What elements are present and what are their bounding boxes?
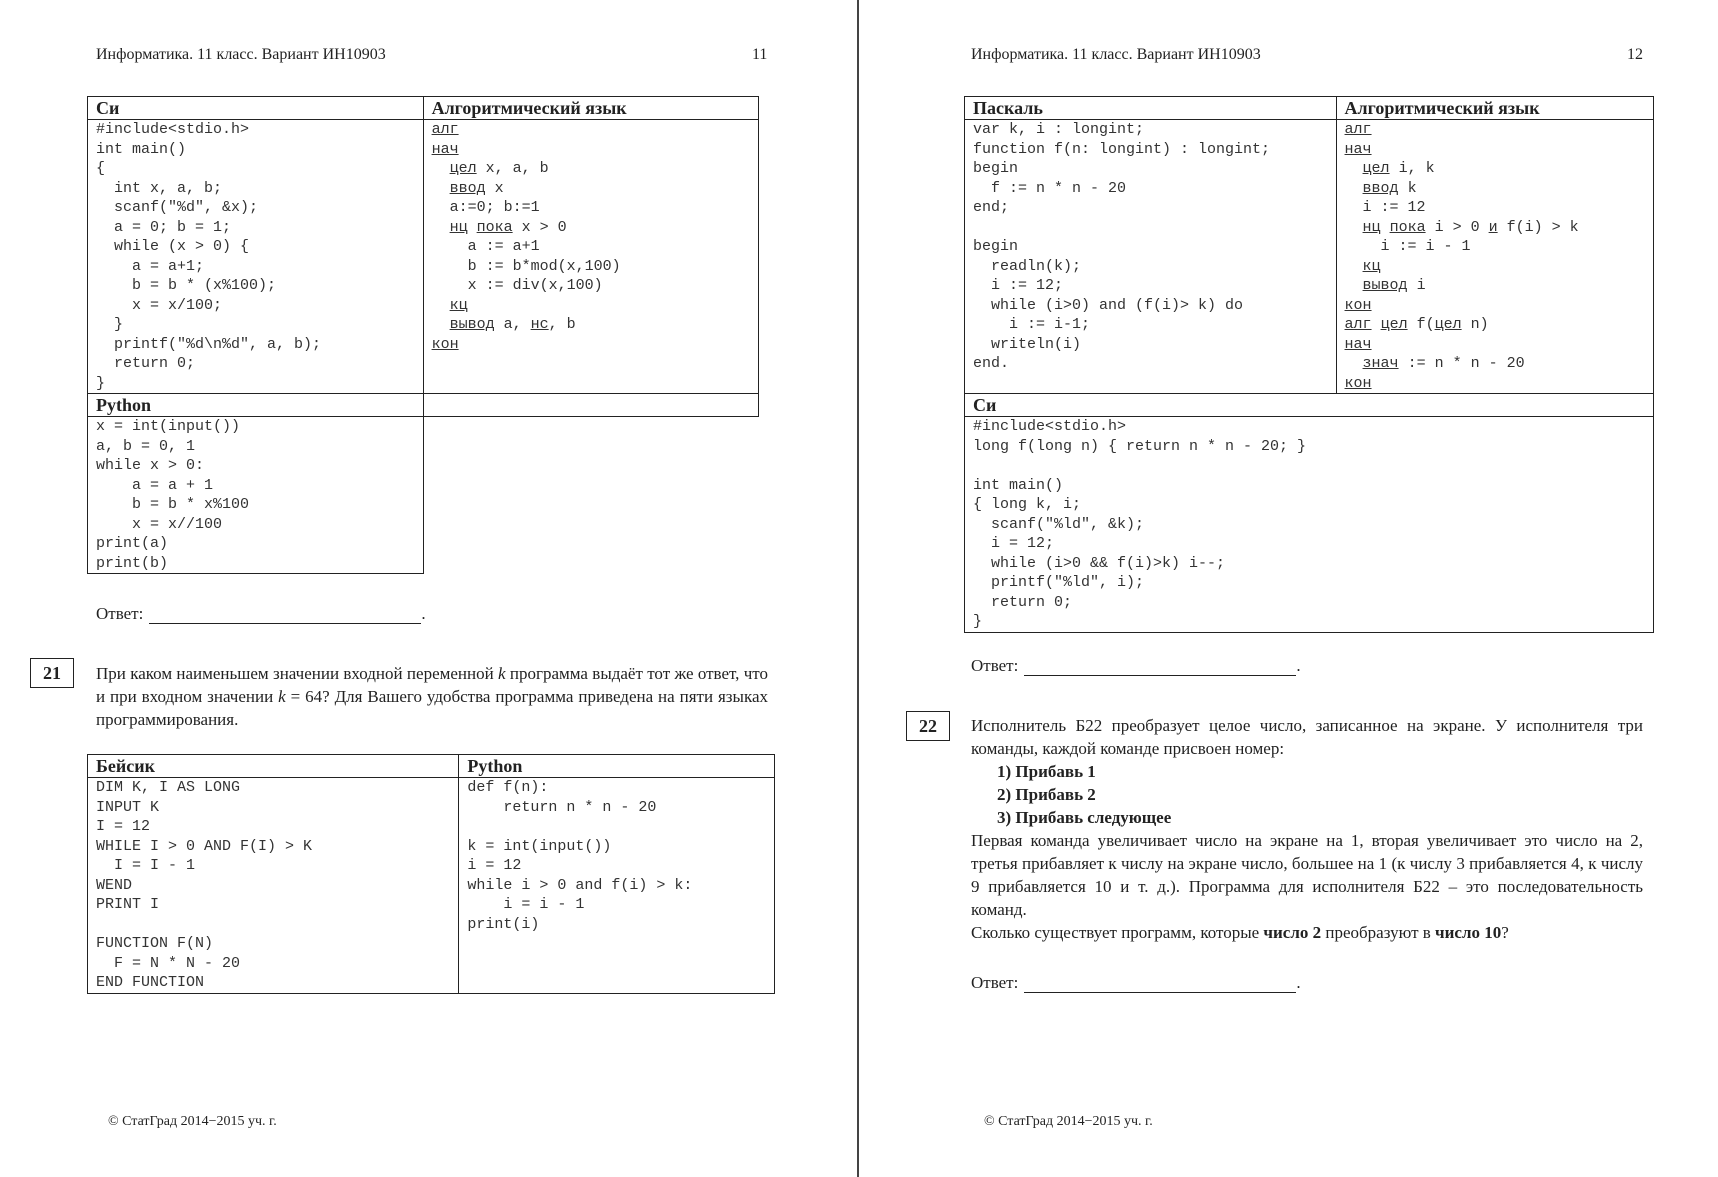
python-code-cell (459, 778, 775, 994)
command-2: 2) Прибавь 2 (997, 785, 1096, 804)
footer-copyright: © СтатГрад 2014−2015 уч. г. (108, 1114, 277, 1129)
command-3: 3) Прибавь следующее (997, 808, 1172, 827)
c-code: #include<stdio.h> long f(long n) { return n * n - 20; } int main() { long k, i; scanf("%ld", &k); i = 12; while (i>0 && f(i)>k) i--; printf("%ld", i); return 0; } (973, 418, 1307, 630)
task22-text (971, 714, 1643, 944)
answer-input-line[interactable] (1024, 657, 1296, 676)
task21-pascal-alg-c-table (964, 96, 1654, 633)
task21-text: При каком наименьшем значении входной переменной k программа выдаёт тот же ответ, что и при входном значении k = 64? Для Вашего удобства программа приведена на пяти языках программирования. (96, 664, 768, 729)
answer-input-line[interactable] (1024, 974, 1296, 993)
page-number: 11 (752, 46, 768, 63)
alg-header: Алгоритмический язык (423, 97, 758, 120)
empty-cell (423, 394, 758, 417)
python-header: Python (459, 755, 775, 778)
task22-number: 22 (906, 711, 950, 741)
alg-header: Алгоритмический язык (1336, 97, 1653, 120)
task21-answer: Ответ: . (971, 656, 1301, 675)
pascal-code-cell (965, 120, 1337, 394)
task22-commands (997, 760, 1643, 829)
basic-code-cell (88, 778, 459, 994)
answer-input-line[interactable] (149, 605, 421, 624)
task22-answer: Ответ: . (971, 973, 1301, 992)
page-header-title: Информатика. 11 класс. Вариант ИН10903 (971, 46, 1261, 63)
answer-label: Ответ: (971, 656, 1019, 675)
alg-code-cell (423, 120, 758, 394)
c-code: #include<stdio.h> int main() { int x, a, b; scanf("%d", &x); a = 0; b = 1; while (x > 0) { a = a+1; b = b * (x%100); x = x/100; } printf("%d\n%d", a, b); return 0; } (96, 121, 322, 392)
answer-label: Ответ: (971, 973, 1019, 992)
alg-code-cell (1336, 120, 1653, 394)
answer-label: Ответ: (96, 604, 144, 623)
basic-header: Бейсик (88, 755, 459, 778)
alg-code: алг нач цел i, k ввод k i := 12 нц пока i > 0 и f(i) > k i := i - 1 кц вывод i кон алг цел f(цел n) нач знач := n * n - 20 кон (1344, 121, 1579, 392)
footer-copyright: © СтатГрад 2014−2015 уч. г. (984, 1114, 1153, 1129)
command-1: 1) Прибавь 1 (997, 762, 1096, 781)
page-divider (857, 0, 859, 1177)
alg-code: алг нач цел x, a, b ввод x a:=0; b:=1 нц пока x > 0 a := a+1 b := b*mod(x,100) x := div(x,100) кц вывод a, нс, b кон (431, 121, 621, 353)
c-header: Си (88, 97, 424, 120)
python-header: Python (88, 394, 424, 417)
task22-intro: Исполнитель Б22 преобразует целое число, записанное на экране. У исполнителя три команды, каждой команде присвоен номер: (971, 716, 1643, 758)
page-12 (860, 0, 1718, 1177)
task20-code-table (87, 96, 759, 574)
page-header-title: Информатика. 11 класс. Вариант ИН10903 (96, 46, 386, 63)
task21-number: 21 (30, 658, 74, 688)
task22-question: Сколько существует программ, которые число 2 преобразуют в число 10? (971, 923, 1509, 942)
python-code-cell (88, 417, 424, 574)
python-code: def f(n): return n * n - 20 k = int(input()) i = 12 while i > 0 and f(i) > k: i = i - 1 print(i) (467, 779, 693, 933)
c-header: Си (965, 394, 1654, 417)
python-code: x = int(input()) a, b = 0, 1 while x > 0: a = a + 1 b = b * x%100 x = x//100 print(a) print(b) (96, 418, 250, 572)
c-code-cell (965, 417, 1654, 633)
basic-code: DIM K, I AS LONG INPUT K I = 12 WHILE I > 0 AND F(I) > K I = I - 1 WEND PRINT I FUNCTION F(N) F = N * N - 20 END FUNCTION (96, 779, 313, 991)
task22-description: Первая команда увеличивает число на экране на 1, вторая увеличивает это число на 2, третья прибавляет к числу на экране число, большее на 1 (к числу 3 прибавляется 4, к числу 9 прибавляется 10 и т. д.). Программа для исполнителя Б22 – это последовательность команд. (971, 831, 1643, 919)
c-code-cell (88, 120, 424, 394)
task21-basic-python-table (87, 754, 775, 994)
pascal-code: var k, i : longint; function f(n: longint) : longint; begin f := n * n - 20 end; begin readln(k); i := 12; while (i>0) and (f(i)> k) do i := i-1; writeln(i) end. (973, 121, 1271, 372)
page-number: 12 (1627, 46, 1643, 63)
blank-cell (423, 417, 758, 574)
task20-answer: Ответ: . (96, 604, 426, 623)
pascal-header: Паскаль (965, 97, 1337, 120)
page-11 (0, 0, 858, 1177)
